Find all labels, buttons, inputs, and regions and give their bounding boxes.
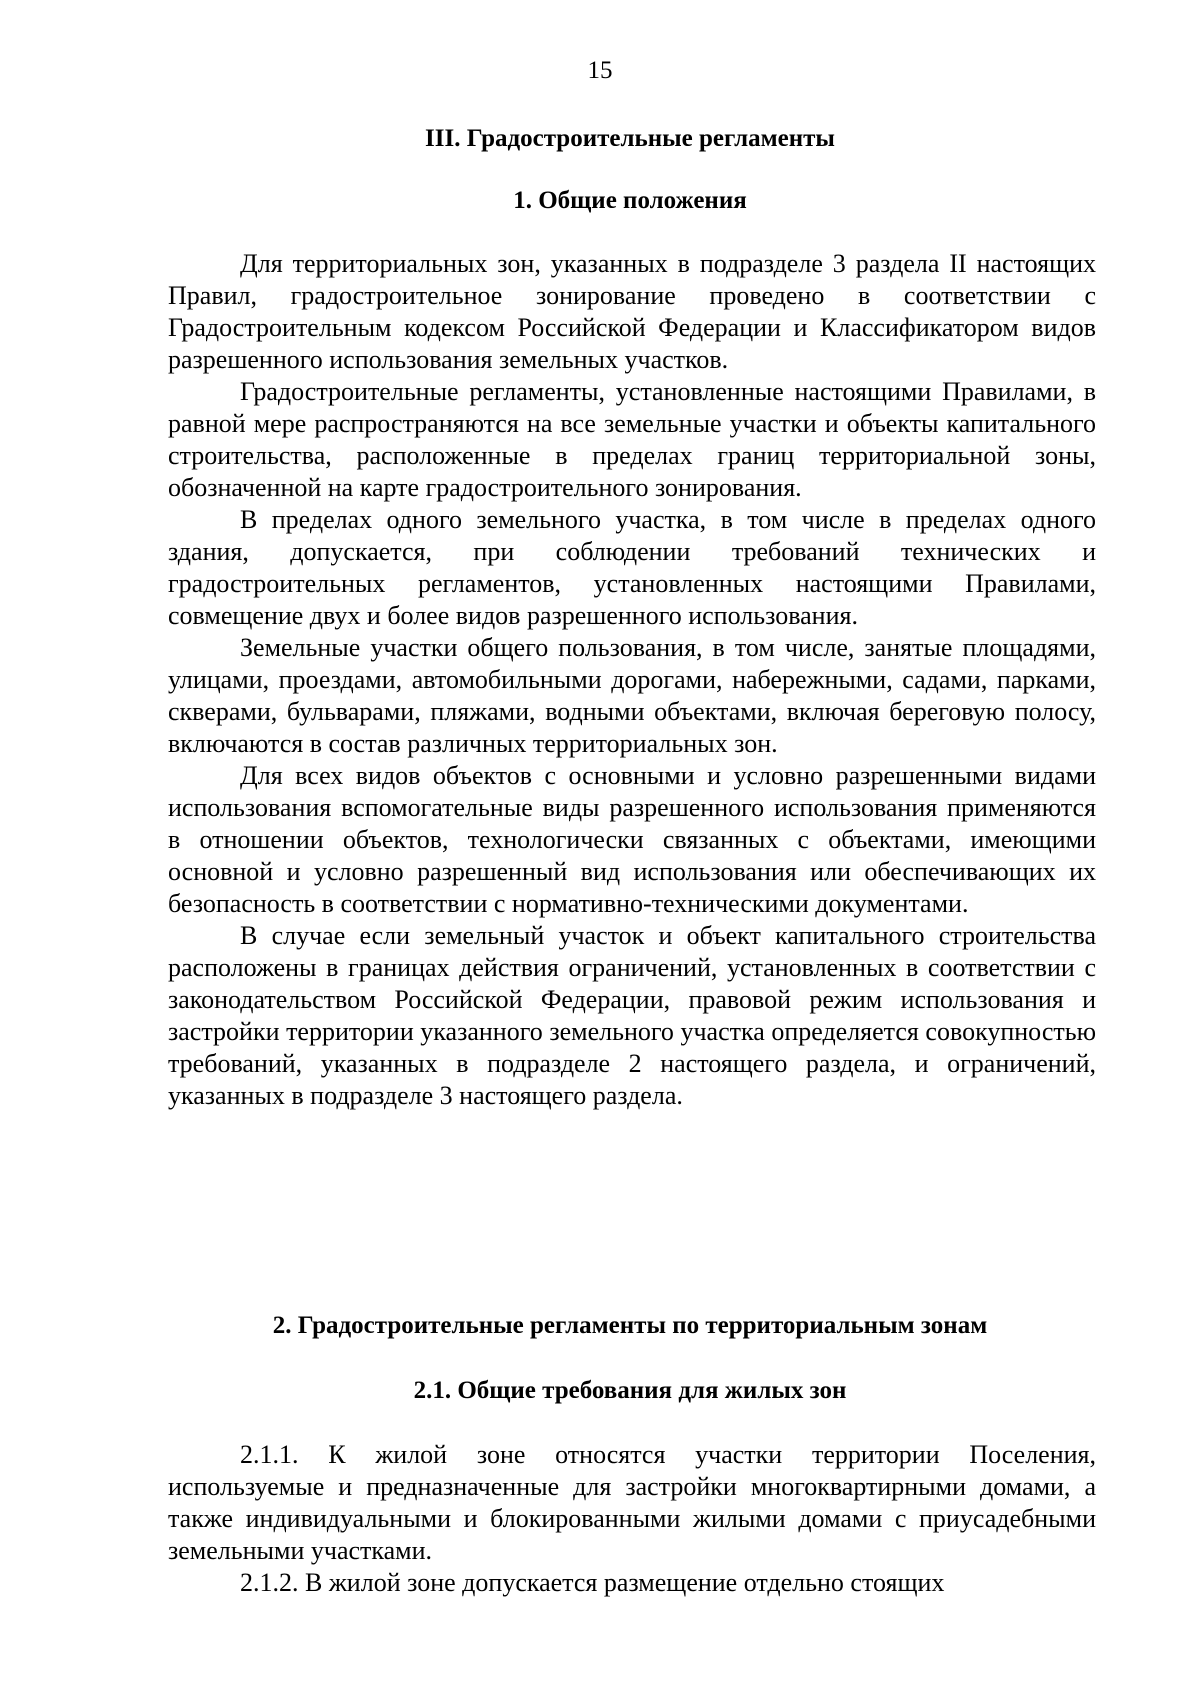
- residential-zones-text: [168, 1439, 1096, 1599]
- paragraph: В случае если земельный участок и объект капитального строительства расположены в границах действия ограничений, установленных в соответствии с законодательством Российской Федерации, правовой режим использования и застройки территории указанного земельного участка определяется совокупностью требований, указанных в подразделе 2 настоящего раздела, и ограничений, указанных в подразделе 3 настоящего раздела.: [168, 921, 1096, 1110]
- paragraph: 2.1.1. К жилой зоне относятся участки территории Поселения, используемые и предназначенные для застройки многоквартирными домами, а также индивидуальными и блокированными жилыми домами с приусадебными земельными участками.: [168, 1440, 1096, 1565]
- paragraph: Для всех видов объектов с основными и условно разрешенными видами использования вспомогательные виды разрешенного использования применяются в отношении объектов, технологически связанных с объектами, имеющими основной и условно разрешенный вид использования или обеспечивающих их безопасность в соответствии с нормативно-техническими документами.: [168, 761, 1096, 918]
- subsection-title-zones: 2. Градостроительные регламенты по территориальным зонам: [272, 1312, 988, 1339]
- subsection-title-residential: 2.1. Общие требования для жилых зон: [413, 1377, 847, 1404]
- paragraph: Градостроительные регламенты, установленные настоящими Правилами, в равной мере распространяются на все земельные участки и объекты капитального строительства, расположенные в пределах границ территориальной зоны, обозначенной на карте градостроительного зонирования.: [168, 377, 1096, 502]
- page-number: 15: [587, 57, 613, 84]
- paragraph: Земельные участки общего пользования, в том числе, занятые площадями, улицами, проездами, автомобильными дорогами, набережными, садами, парками, скверами, бульварами, пляжами, водными объектами, включая береговую полосу, включаются в состав различных территориальных зон.: [168, 633, 1096, 758]
- paragraph: В пределах одного земельного участка, в том числе в пределах одного здания, допускается, при соблюдении требований технических и градостроительных регламентов, установленных настоящими Правилами, совмещение двух и более видов разрешенного использования.: [168, 505, 1096, 630]
- paragraph: 2.1.2. В жилой зоне допускается размещение отдельно стоящих: [240, 1568, 945, 1597]
- subsection-title-general: 1. Общие положения: [513, 187, 747, 214]
- general-provisions-text: [168, 248, 1096, 1112]
- section-title: III. Градостроительные регламенты: [425, 125, 835, 152]
- paragraph: Для территориальных зон, указанных в подразделе 3 раздела II настоящих Правил, градостроительное зонирование проведено в соответствии с Градостроительным кодексом Российской Федерации и Классификатором видов разрешенного использования земельных участков.: [168, 249, 1096, 374]
